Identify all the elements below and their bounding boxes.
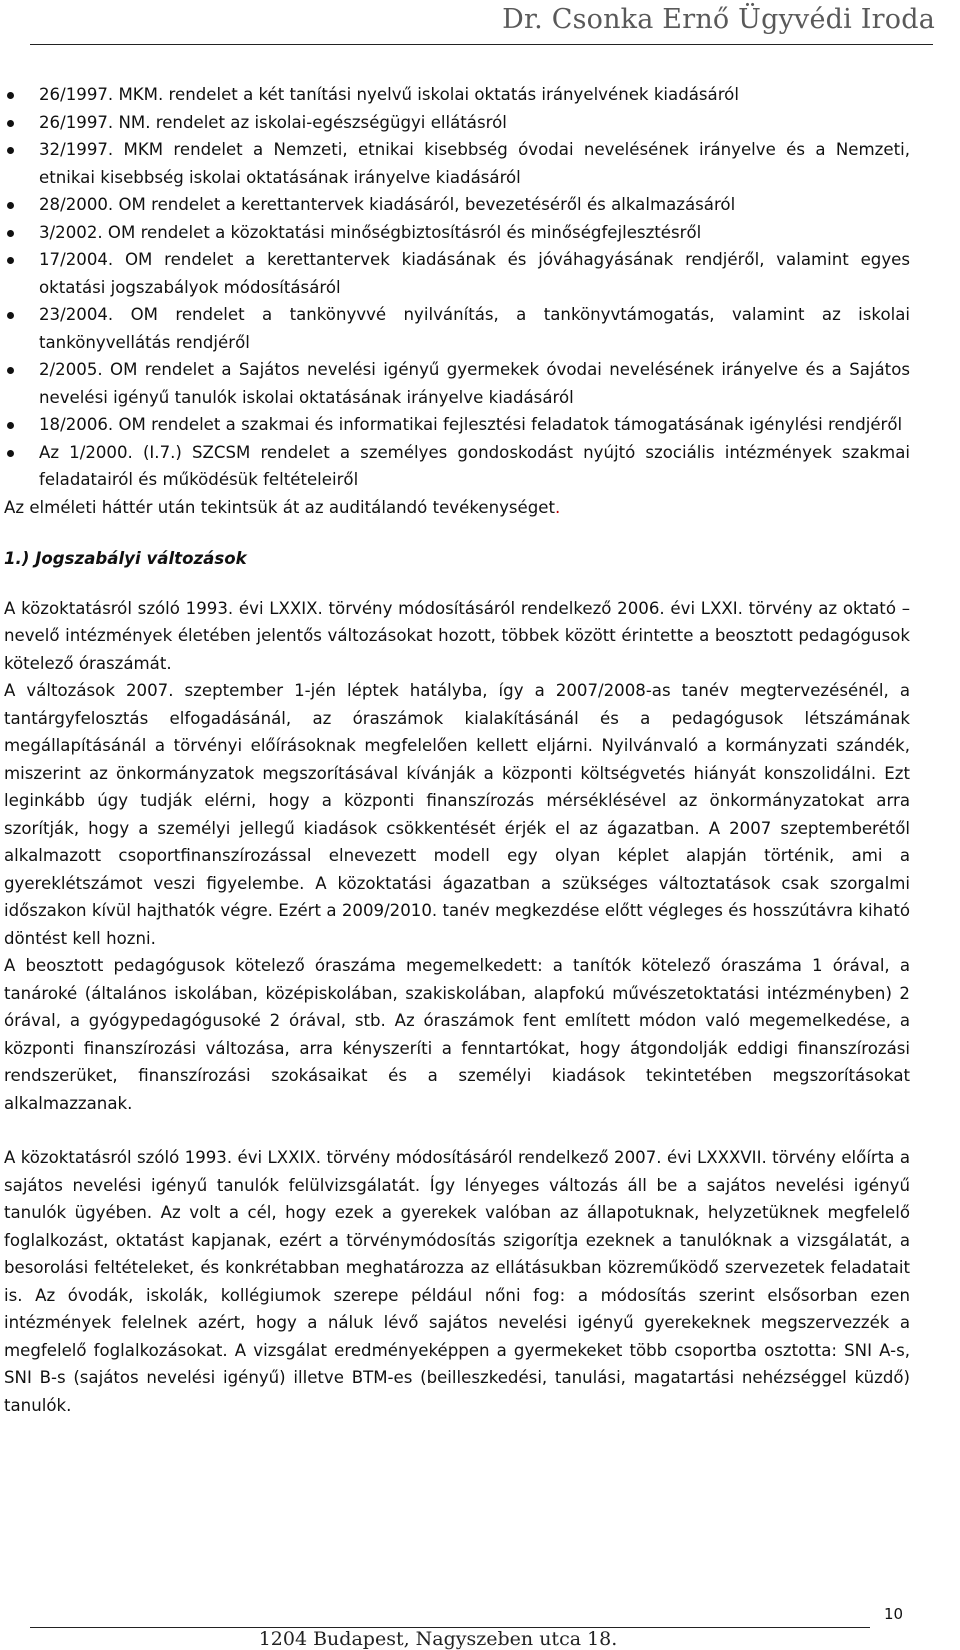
list-item: 18/2006. OM rendelet a szakmai és informatikai fejlesztési feladatok támogatásának igénylési rendjéről: [4, 411, 910, 439]
footer-address: 1204 Budapest, Nagyszeben utca 18.: [258, 1628, 618, 1650]
intro-text: Az elméleti háttér után tekintsük át az auditálandó tevékenységet: [4, 497, 556, 517]
section-heading: 1.) Jogszabályi változások: [4, 549, 247, 568]
paragraph: A változások 2007. szeptember 1-jén léptek hatályba, így a 2007/2008-as tanév megtervezésénél, a tantárgyfelosztás elfogadásánál, az óraszámok kialakításánál és a pedagógusok létszámának megállapításánál a törvényi előírásoknak megfelelően kellett eljárni. Nyilvánvaló a kormányzati szándék, miszerint az önkormányzatok megszorításával kívánják a központi költségvetés hiányát konszolidálni. Ezt leginkább úgy tudják elérni, hogy a központi finanszírozás mérséklésével az önkormányzatokat arra szorítják, hogy a személyi jellegű kiadások csökkentését érjék el az ágazatban. A 2007 szeptemberétől alkalmazott csoportfinanszírozással elnevezett modell egy olyan képlet alapján történik, ami a gyereklétszámot veszi figyelembe. A közoktatási ágazatban a szükséges változtatások csak szorgalmi időszakon kívül hajthatók végre. Ezért a 2009/2010. tanév megkezdése előtt végleges és hosszútávra kiható döntést kell hozni.: [4, 681, 910, 948]
page-content: [4, 81, 910, 1419]
list-item: 23/2004. OM rendelet a tankönyvvé nyilvánítás, a tankönyvtámogatás, valamint az iskolai tankönyvellátás rendjéről: [4, 301, 910, 356]
intro-period: .: [555, 497, 561, 517]
list-item: 3/2002. OM rendelet a közoktatási minőségbiztosításról és minőségfejlesztésről: [4, 219, 910, 247]
page-number: 10: [884, 1605, 904, 1623]
intro-sentence: [4, 494, 910, 522]
list-item: 2/2005. OM rendelet a Sajátos nevelési igényű gyermekek óvodai nevelésének irányelve és a Sajátos nevelési igényű tanulók iskolai oktatásának irányelve kiadásáról: [4, 356, 910, 411]
list-item: 17/2004. OM rendelet a kerettantervek kiadásának és jóváhagyásának rendjéről, valamint egyes oktatási jogszabályok módosításáról: [4, 246, 910, 301]
list-item: 26/1997. MKM. rendelet a két tanítási nyelvű iskolai oktatás irányelvének kiadásáról: [4, 81, 910, 109]
paragraph: A közoktatásról szóló 1993. évi LXXIX. törvény módosításáról rendelkező 2007. évi LXXXVII. törvény előírta a sajátos nevelési igényű tanulók felülvizsgálatát. Így lényeges változás áll be a sajátos nevelési igényű tanulók ügyében. Az volt a cél, hogy ezek a gyerekek valóban az állapotuknak, helyzetüknek megfelelő foglalkozást, oktatást kapjanak, ezért a törvénymódosítás szigorítja ezeknek a tanulóknak a vizsgálatát, a besorolási feltételeket, és konkrétabban meghatározza az ellátásukban közreműködő szervezetek feladatait is. Az óvodák, iskolák, kollégiumok szerepe például nőni fog: a módosítás szerint elsősorban ezen intézmények felelnek azért, hogy a náluk lévő sajátos nevelési igényű gyerekeknek megszervezzék a megfelelő foglalkozásokat. A vizsgálat eredményeképpen a gyermekeket több csoportba osztotta: SNI A-s, SNI B-s (sajátos nevelési igényű) illetve BTM-es (beilleszkedési, tanulási, magatartási nehézséggel küzdő) tanulók.: [4, 1148, 910, 1415]
list-item: Az 1/2000. (I.7.) SZCSM rendelet a személyes gondoskodást nyújtó szociális intézmények szakmai feladatairól és működésük feltételeiről: [4, 439, 910, 494]
law-list: [4, 81, 910, 494]
list-item: 32/1997. MKM rendelet a Nemzeti, etnikai kisebbség óvodai nevelésének irányelve és a Nemzeti, etnikai kisebbség iskolai oktatásának irányelve kiadásáról: [4, 136, 910, 191]
header-divider: [30, 44, 933, 45]
list-item: 28/2000. OM rendelet a kerettantervek kiadásáról, bevezetéséről és alkalmazásáról: [4, 191, 910, 219]
list-item: 26/1997. NM. rendelet az iskolai-egészségügyi ellátásról: [4, 109, 910, 137]
paragraph: A közoktatásról szóló 1993. évi LXXIX. törvény módosításáról rendelkező 2006. évi LXXI. törvény az oktató – nevelő intézmények életében jelentős változásokat hozott, többek között érintette a beosztott pedagógusok kötelező óraszámát.: [4, 598, 910, 673]
header-title: Dr. Csonka Ernő Ügyvédi Iroda: [502, 4, 935, 35]
paragraph: A beosztott pedagógusok kötelező óraszáma megemelkedett: a tanítók kötelező óraszáma 1 órával, a tanároké (általános iskolában, középiskolában, szakiskolában, alapfokú művészetoktatási intézményben) 2 órával, a gyógypedagógusoké 2 órával, stb. Az óraszámok fent említett módon való megemelkedése, a központi finanszírozási változása, arra kényszeríti a fenntartókat, hogy átgondolják eddigi finanszírozási rendszerüket, finanszírozási szokásaikat és a személyi kiadások tekintetében megszorításokat alkalmazzanak.: [4, 956, 910, 1113]
